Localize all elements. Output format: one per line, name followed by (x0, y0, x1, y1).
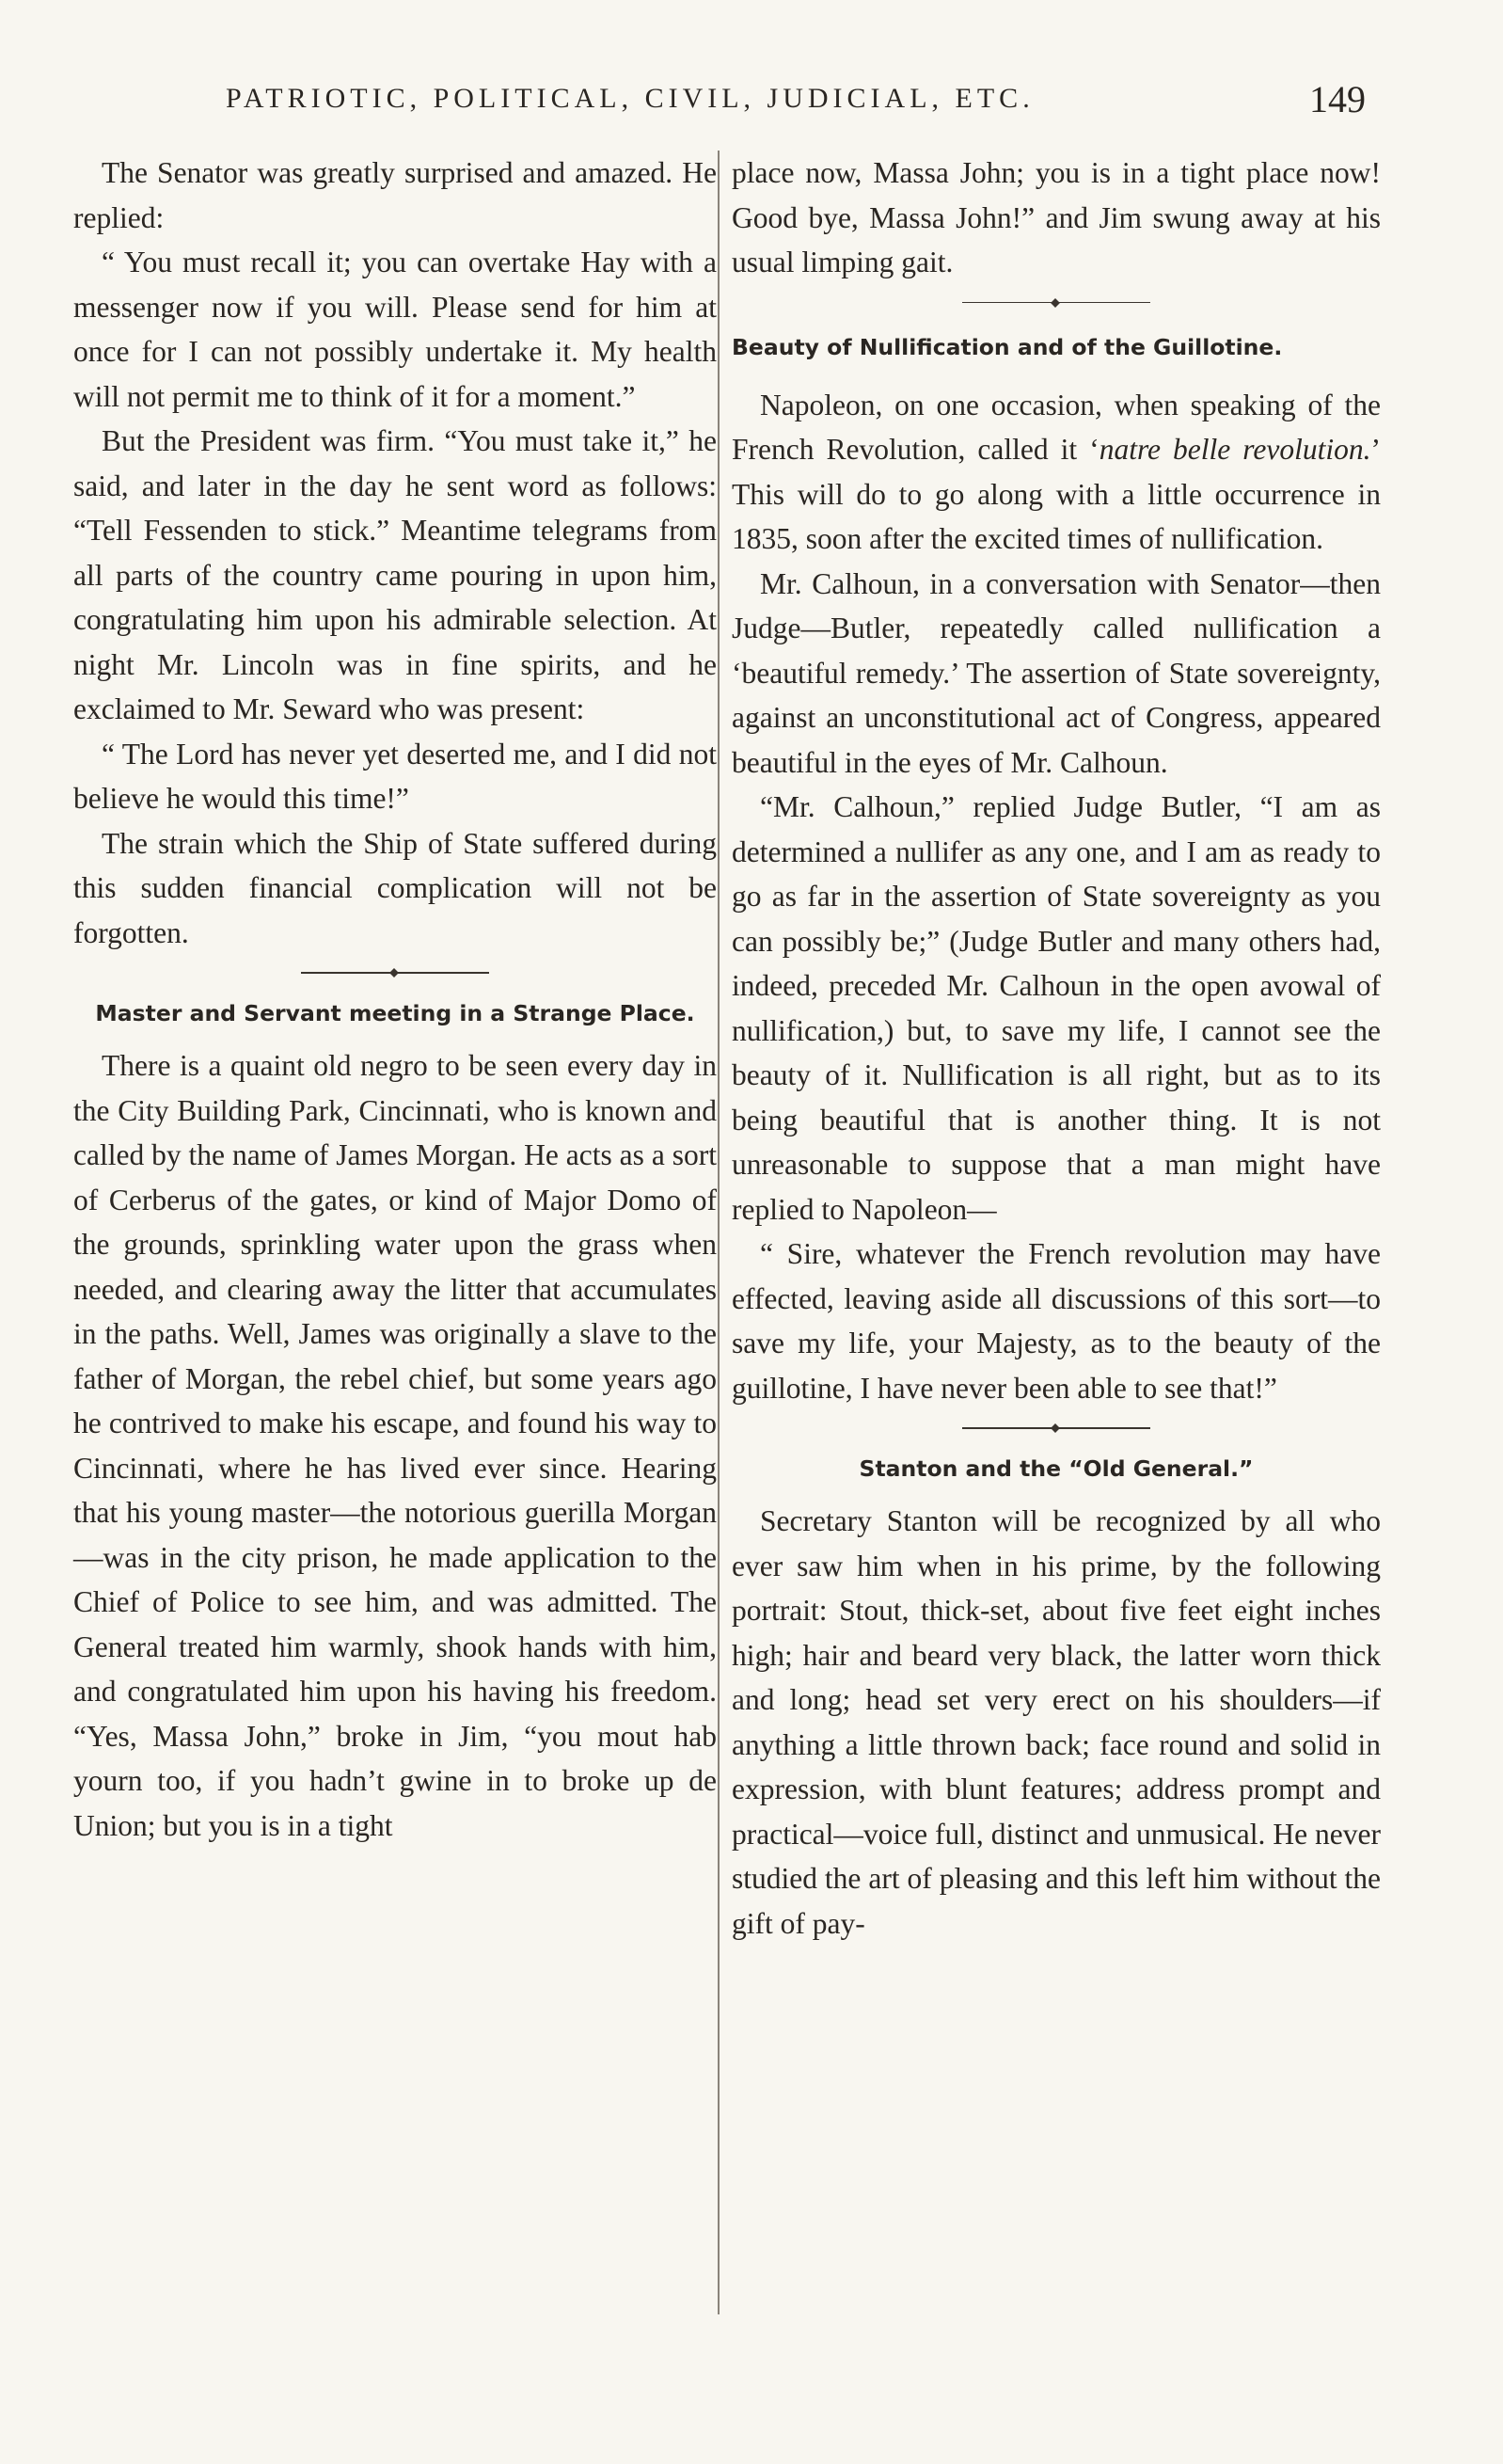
paragraph: Secretary Stanton will be recognized by all who ever saw him when in his prime, by the following portrait: Stout, thick-set, about five feet eight inches high; hair and beard very black, the latter worn thick and long; head set very erect on his shoulders—if anything a little thrown back; face round and solid in expression, with blunt features; address prompt and practical—voice full, distinct and unmusical. He never studied the art of pleasing and this left him without the gift of pay- (732, 1504, 1381, 1940)
paragraph (732, 383, 1381, 562)
left-column (73, 151, 717, 1848)
paragraph: Mr. Calhoun, in a conversation with Senator—then Judge—Butler, repeatedly called nullification a ‘beautiful remedy.’ The assertion of State sovereignty, against an unconstitutional act of Congress, appeared beautiful in the eyes of Mr. Calhoun. (732, 566, 1381, 779)
page-header (0, 78, 1503, 139)
paragraph-text: ’ This will do to go along with a little occurrence in 1835, soon after the excited times of nullification. (732, 433, 1381, 555)
italic-phrase: natre belle revolution. (1099, 433, 1371, 466)
section-divider (301, 968, 489, 978)
section-heading: Stanton and the “Old General.” (859, 1455, 1254, 1482)
paragraph: “Mr. Calhoun,” replied Judge Butler, “I am as determined a nullifer as any one, and I am as ready to go as far in the assertion of State sovereignty as you can possibly be;” (Judge Butler and many others had, indeed, preceded Mr. Calhoun in the open avowal of nullification,) but, to save my life, I cannot see the beauty of it. Nullification is all right, but as to its being beautiful that is another thing. It is not unreasonable to suppose that a man might have replied to Napoleon— (732, 790, 1381, 1226)
paragraph-text: Napoleon, on one occasion, when speaking of the French Revolution, called it ‘ (732, 388, 1381, 466)
column-rule (718, 151, 720, 2314)
section-heading: Beauty of Nullification and of the Guillotine. (732, 333, 1283, 360)
page-number: 149 (1309, 78, 1366, 120)
section-divider (962, 1423, 1150, 1433)
right-column (732, 151, 1381, 1946)
paragraph: place now, Massa John; you is in a tight place now! Good bye, Massa John!” and Jim swung away at his usual limping gait. (732, 156, 1381, 278)
paragraph: There is a quaint old negro to be seen every day in the City Building Park, Cincinnati, who is known and called by the name of James Morgan. He acts as a sort of Cerberus of the gates, or kind of Major Domo of the grounds, sprinkling water upon the grass when needed, and clearing away the litter that accumulates in the paths. Well, James was originally a slave to the father of Morgan, the rebel chief, but some years ago he contrived to make his escape, and found his way to Cincinnati, where he has lived ever since. Hearing that his young master—the notorious guerilla Morgan—was in the city prison, he made application to the Chief of Police to see him, and was admitted. The General treated him warmly, shook hands with him, and congratulated him upon his having his freedom. “Yes, Massa John,” broke in Jim, “you mout hab yourn too, if you hadn’t gwine in to broke up de Union; but you is in a tight (73, 1049, 717, 1842)
running-head: PATRIOTIC, POLITICAL, CIVIL, JUDICIAL, ETC. (226, 83, 1035, 114)
section-heading: Master and Servant meeting in a Strange Place. (95, 1000, 695, 1026)
paragraph: The strain which the Ship of State suffered during this sudden financial complication will not be forgotten. (73, 826, 717, 949)
section-divider (962, 298, 1150, 308)
paragraph: The Senator was greatly surprised and amazed. He replied: (73, 156, 717, 234)
paragraph: “ Sire, whatever the French revolution may have effected, leaving aside all discussions of this sort—to save my life, your Majesty, as to the beauty of the guillotine, I have never been able to see that!” (732, 1237, 1381, 1405)
paragraph: “ You must recall it; you can overtake Hay with a messenger now if you will. Please send for him at once for I can not possibly undertake it. My health will not permit me to think of it for a moment.” (73, 246, 717, 413)
paragraph: “ The Lord has never yet deserted me, and I did not believe he would this time!” (73, 737, 717, 815)
paragraph: But the President was firm. “You must take it,” he said, and later in the day he sent word as follows: “Tell Fessenden to stick.” Meantime telegrams from all parts of the country came pouring in upon him, congratulating him upon his admirable selection. At night Mr. Lincoln was in fine spirits, and he exclaimed to Mr. Seward who was present: (73, 424, 717, 725)
